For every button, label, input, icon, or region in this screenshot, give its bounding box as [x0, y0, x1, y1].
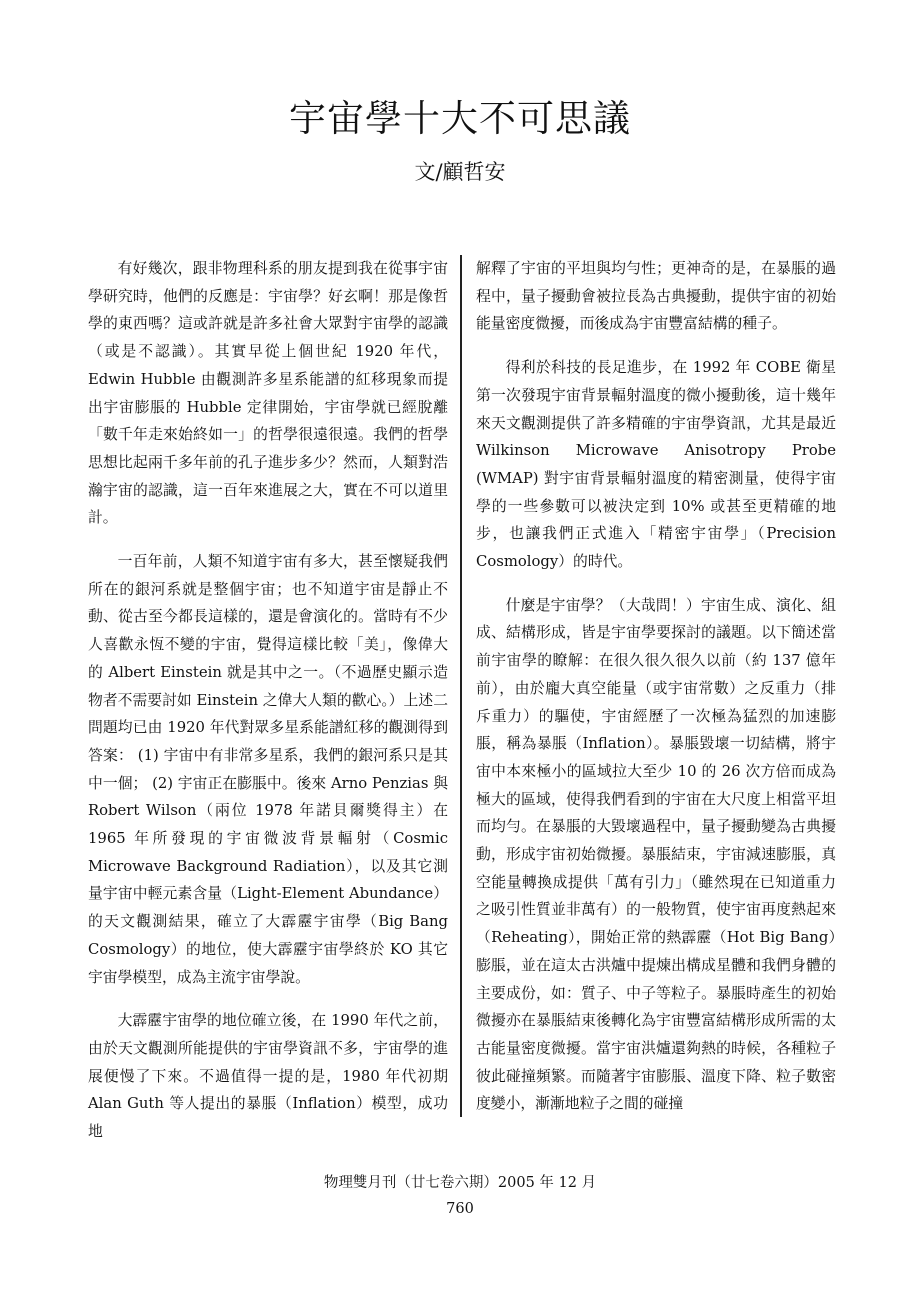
article-author: 文/顧哲安: [414, 160, 506, 184]
paragraph: 有好幾次，跟非物理科系的朋友提到我在從事宇宙學研究時，他們的反應是：宇宙學？好玄啊！那是像哲學的東西嗎？這或許就是許多社會大眾對宇宙學的認識（或是不認識）。其實早從上個世紀 1920 年代，Edwin Hubble 由觀測許多星系能譜的紅移現象而提出宇宙膨脹的 Hubble 定律開始，宇宙學就已經脫離「數千年走來始終如一」的哲學很遠很遠。我們的哲學思想比起兩千多年前的孔子進步多少？然而，人類對浩瀚宇宙的認識，這一百年來進展之大，實在不可以道里計。: [88, 260, 448, 527]
page-number: 760: [446, 1201, 474, 1217]
page-footer: [0, 1170, 920, 1222]
column-divider: [460, 255, 462, 1117]
paragraph: 什麼是宇宙學？（大哉問！）宇宙生成、演化、組成、結構形成，皆是宇宙學要探討的議題。以下簡述當前宇宙學的瞭解：在很久很久很久以前（約 137 億年前），由於龐大真空能量（或宇宙常數）之反重力（排斥重力）的驅使，宇宙經歷了一次極為猛烈的加速膨脹，稱為暴脹（Inflation）。暴脹毀壞一切結構，將宇宙中本來極小的區域拉大至少 10 的 26 次方倍而成為極大的區域，使得我們看到的宇宙在大尺度上相當平坦而均勻。在暴脹的大毀壞過程中，量子擾動變為古典擾動，形成宇宙初始微擾。暴脹結束，宇宙減速膨脹，真空能量轉換成提供「萬有引力」（雖然現在已知道重力之吸引性質並非萬有）的一般物質，使宇宙再度熱起來（Reheating），開始正常的熱霹靂（Hot Big Bang）膨脹，並在這太古洪爐中提煉出構成星體和我們身體的主要成份，如：質子、中子等粒子。暴脹時產生的初始微擾亦在暴脹結束後轉化為宇宙豐富結構形成所需的太古能量密度微擾。當宇宙洪爐還夠熱的時候，各種粒子彼此碰撞頻繁。而隨著宇宙膨脹、溫度下降、粒子數密度變小，漸漸地粒子之間的碰撞: [476, 596, 836, 1113]
left-column: [88, 255, 448, 1162]
journal-citation: 物理雙月刊（廿七卷六期）2005 年 12 月: [323, 1175, 597, 1191]
paragraph: 大霹靂宇宙學的地位確立後，在 1990 年代之前，由於天文觀測所能提供的宇宙學資訊不多，宇宙學的進展便慢了下來。不過值得一提的是，1980 年代初期 Alan Guth 等人提出的暴脹（Inflation）模型，成功地: [88, 1012, 448, 1141]
paragraph: 一百年前，人類不知道宇宙有多大，甚至懷疑我們所在的銀河系就是整個宇宙；也不知道宇宙是靜止不動、從古至今都長這樣的，還是會演化的。當時有不少人喜歡永恆不變的宇宙，覺得這樣比較「美」，像偉大的 Albert Einstein 就是其中之一。（不過歷史顯示造物者不需要討如 Einstein 之偉大人類的歡心。）上述二問題均已由 1920 年代對眾多星系能譜紅移的觀測得到答案： (1) 宇宙中有非常多星系，我們的銀河系只是其中一個； (2) 宇宙正在膨脹中。後來 Arno Penzias 與 Robert Wilson（兩位 1978 年諾貝爾獎得主）在 1965 年所發現的宇宙微波背景輻射（Cosmic Microwave Background Radiation），以及其它測量宇宙中輕元素含量（Light-Element Abundance）的天文觀測結果，確立了大霹靂宇宙學（Big Bang Cosmology）的地位，使大霹靂宇宙學終於 KO 其它宇宙學模型，成為主流宇宙學說。: [88, 553, 448, 986]
paragraph: 得利於科技的長足進步，在 1992 年 COBE 衛星第一次發現宇宙背景輻射溫度的微小擾動後，這十幾年來天文觀測提供了許多精確的宇宙學資訊，尤其是最近 Wilkinson Microwave Anisotropy Probe (WMAP) 對宇宙背景輻射溫度的精密測量，使得宇宙學的一些參數可以被決定到 10% 或甚至更精確的地步，也讓我們正式進入「精密宇宙學」（Precision Cosmology）的時代。: [476, 359, 836, 571]
article-title: 宇宙學十大不可思議: [289, 97, 631, 140]
paragraph: 解釋了宇宙的平坦與均勻性；更神奇的是，在暴脹的過程中，量子擾動會被拉長為古典擾動，提供宇宙的初始能量密度微擾，而後成為宇宙豐富結構的種子。: [476, 260, 836, 333]
right-column: [476, 255, 836, 1134]
